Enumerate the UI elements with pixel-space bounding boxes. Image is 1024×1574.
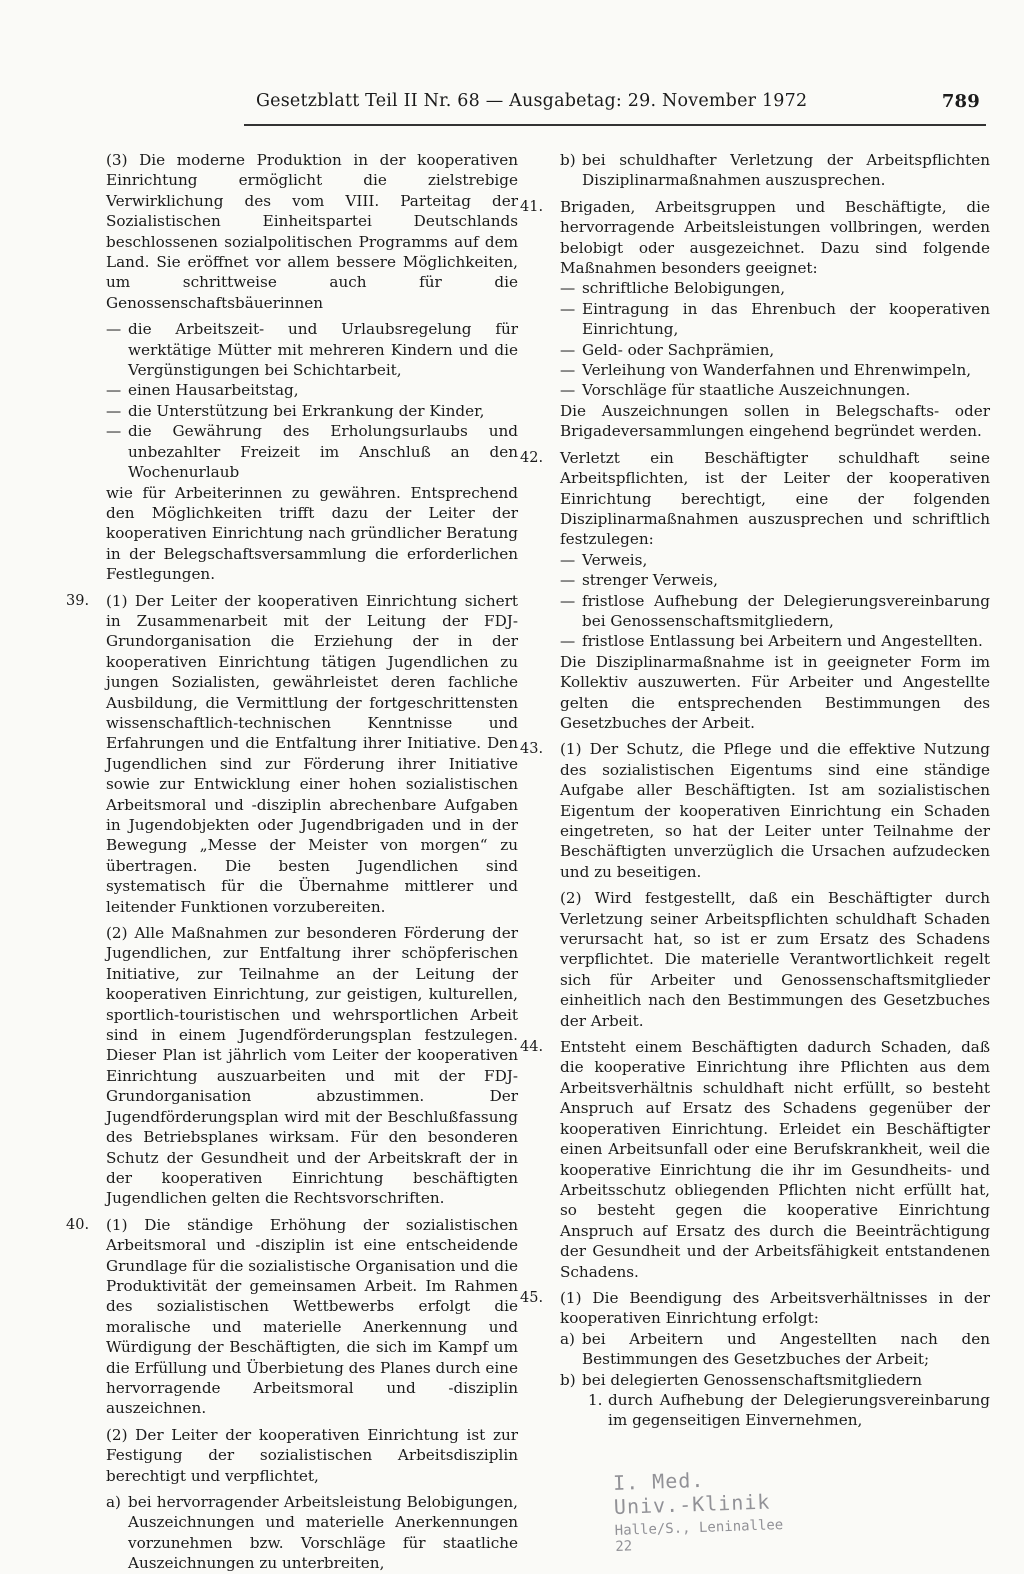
header-title: Gesetzblatt Teil II Nr. 68 — Ausgabetag: 29. November 1972 — [256, 91, 808, 111]
dash-mark: — — [560, 591, 576, 610]
list-item — [540, 1390, 990, 1431]
dash-mark: — — [106, 320, 122, 339]
list-item — [86, 401, 518, 421]
section-43 — [520, 739, 990, 882]
list-item-text: Verleihung von Wanderfahnen und Ehrenwimpeln, — [582, 361, 972, 380]
list-item-text: fristlose Aufhebung der Delegierungsvereinbarung bei Genossenschaftsmitgliedern, — [582, 591, 990, 630]
stamp-line-1: I. Med. Univ.-Klinik — [612, 1467, 771, 1519]
list-item — [540, 591, 990, 632]
list-item-text: einen Hausarbeitstag, — [128, 381, 299, 400]
section-number: 45. — [520, 1289, 544, 1306]
list-item — [540, 340, 990, 360]
paragraph-39-1: (1) Der Leiter der kooperativen Einrichtung sichert in Zusammenarbeit mit der Leitung der FDJ-Grundorganisation die Erziehung der in der kooperativen Einrichtung tätigen Jugendlichen zu jungen Sozialisten, gewährleistet deren fachliche Ausbildung, die Vermittlung der fortgeschrittensten wissenschaftlich-technischen Kenntnisse und Erfahrungen und die Entfaltung ihrer Initiative. Den Jugendlichen sind zur Förderung ihrer Initiative sowie zur Entwicklung einer hohen sozialistischen Arbeitsmoral und -disziplin abrechenbare Aufgaben in Jugendobjekten oder Jugendbrigaden und in der Bewegung „Messe der Meister von morgen“ zu übertragen. Die besten Jugendlichen sind systematisch für die Übernahme mittlerer und leitender Funktionen vorzubereiten. — [106, 591, 518, 916]
section-number: 39. — [66, 592, 90, 609]
section-45 — [520, 1288, 990, 1329]
list-item-text: fristlose Entlassung bei Arbeitern und Angestellten. — [582, 632, 983, 651]
paragraph-41: Brigaden, Arbeitsgruppen und Beschäftigte, die hervorragende Arbeitsleistungen vollbringen, werden belobigt oder ausgezeichnet. Dazu sind folgende Maßnahmen besonders geeignet: — [560, 197, 990, 278]
list-item — [540, 570, 990, 590]
list-item-text: bei hervorragender Arbeitsleistung Belobigungen, Auszeichnungen und materielle Anerkennungen vorzunehmen bzw. Vorschläge für staatliche Auszeichnungen zu unterbreiten, — [128, 1493, 518, 1573]
dash-mark: — — [560, 279, 576, 298]
list-item — [86, 319, 518, 380]
list-item — [540, 1370, 990, 1390]
paragraph-39-2: (2) Alle Maßnahmen zur besonderen Förderung der Jugendlichen, zur Entfaltung ihrer schöpferischen Initiative, zur Teilnahme an der Leitung der kooperativen Einrichtung, zur geistigen, kulturellen, sportlich-touristischen und wehrsportlichen Arbeit sind in einem Jugendförderungsplan festzulegen. Dieser Plan ist jährlich vom Leiter der kooperativen Einrichtung auszuarbeiten und mit der FDJ-Grundorganisation abzustimmen. Der Jugendförderungsplan wird mit der Beschlußfassung des Betriebsplanes wirksam. Für den besonderen Schutz der Gesundheit und der Arbeitskraft der in der kooperativen Einrichtung beschäftigten Jugendlichen gelten die Rechtsvorschriften. — [106, 924, 518, 1208]
item-letter: b) — [560, 1370, 576, 1389]
list-item-text: die Unterstützung bei Erkrankung der Kinder, — [128, 401, 485, 420]
paragraph-42-tail: Die Disziplinarmaßnahme ist in geeigneter Form im Kollektiv auszuwerten. Für Arbeiter und Angestellte gelten die entsprechenden Bestimmungen des Gesetzbuches der Arbeit. — [560, 652, 990, 732]
list-item-text: Eintragung in das Ehrenbuch der kooperativen Einrichtung, — [582, 299, 990, 339]
stamp-line-2: Halle/S., Leninallee 22 — [614, 1517, 784, 1555]
library-stamp — [612, 1465, 786, 1555]
list-item-text: Geld- oder Sachprämien, — [582, 340, 775, 359]
dash-mark: — — [560, 550, 576, 569]
section-number: 40. — [66, 1216, 90, 1233]
dash-mark: — — [560, 340, 576, 359]
list-item-text: die Arbeitszeit- und Urlaubsregelung für werktätige Mütter mit mehreren Kindern und die Vergünstigungen bei Schichtarbeit, — [128, 320, 518, 380]
list-item-text: Vorschläge für staatliche Auszeichnungen. — [582, 381, 911, 400]
left-column — [66, 150, 518, 1574]
list-item-text: schriftliche Belobigungen, — [582, 279, 786, 298]
paragraph-38-3: (3) Die moderne Produktion in der kooperativen Einrichtung ermöglicht die zielstrebige Verwirklichung des vom VIII. Parteitag der Sozialistischen Einheitspartei Deutschlands beschlossenen sozialpolitischen Programms auf dem Land. Sie eröffnet vor allem bessere Möglichkeiten, um schrittweise auch für die Genossenschaftsbäuerinnen — [106, 151, 518, 312]
section-number: 41. — [520, 198, 544, 215]
item-letter: a) — [106, 1493, 121, 1511]
header-rule — [244, 124, 986, 126]
paragraph-42: Verletzt ein Beschäftigter schuldhaft seine Arbeitspflichten, ist der Leiter der kooperativen Einrichtung berechtigt, eine der folgenden Disziplinarmaßnahmen auszusprechen und schriftlich festzulegen: — [560, 448, 990, 549]
list-item-text: die Gewährung des Erholungsurlaubs und unbezahlter Freizeit im Anschluß an den Wochenurlaub — [128, 422, 518, 482]
section-42 — [520, 448, 990, 550]
paragraph-44: Entsteht einem Beschäftigten dadurch Schaden, daß die kooperative Einrichtung ihre Pflichten aus dem Arbeitsverhältnis schuldhaft nicht erfüllt, so besteht Anspruch auf Ersatz des Schadens gegenüber der kooperativen Einrichtung. Erleidet ein Beschäftigter einen Arbeitsunfall oder eine Berufskrankheit, weil die kooperative Einrichtung die ihr im Gesundheits- und Arbeitsschutz obliegenden Pflichten nicht erfüllt hat, so besteht gegen die kooperative Einrichtung Anspruch auf Ersatz des durch die Beeinträchtigung der Gesundheit und der Arbeitsfähigkeit entstandenen Schadens. — [560, 1038, 990, 1281]
dash-mark: — — [560, 571, 576, 590]
list-item — [540, 299, 990, 340]
dash-mark: — — [560, 632, 576, 651]
list-item-text: bei schuldhafter Verletzung der Arbeitspflichten Disziplinarmaßnahmen auszusprechen. — [582, 151, 990, 190]
list-item — [540, 150, 990, 191]
dash-mark: — — [560, 361, 576, 380]
section-40 — [66, 1215, 518, 1419]
list-item-text: bei Arbeitern und Angestellten nach den Bestimmungen des Gesetzbuches der Arbeit; — [582, 1329, 990, 1369]
list-item-text: Verweis, — [582, 550, 648, 569]
dash-mark: — — [560, 299, 576, 318]
list-item — [540, 631, 990, 651]
list-item — [540, 360, 990, 380]
section-41 — [520, 197, 990, 279]
list-item-text: bei delegierten Genossenschaftsmitgliedern — [582, 1370, 923, 1389]
item-letter: a) — [560, 1329, 575, 1348]
section-number: 42. — [520, 449, 544, 466]
dash-mark: — — [106, 401, 122, 420]
paragraph-43-1: (1) Der Schutz, die Pflege und die effektive Nutzung des sozialistischen Eigentums sind eine ständige Aufgabe aller Beschäftigten. Ist am sozialistischen Eigentum der kooperativen Einrichtung ein Schaden eingetreten, so hat der Leiter unter Teilnahme der Beschäftigten unverzüglich die Ursachen aufzudecken und zu beseitigen. — [560, 740, 990, 881]
dash-mark: — — [560, 381, 576, 400]
paragraph-38-tail: wie für Arbeiterinnen zu gewähren. Entsprechend den Möglichkeiten trifft dazu der Leiter der kooperativen Einrichtung nach gründlicher Beratung in der Belegschaftsversammlung die erforderlichen Festlegungen. — [106, 483, 518, 584]
list-item — [540, 1329, 990, 1370]
section-number: 44. — [520, 1039, 544, 1056]
item-number: 1. — [588, 1390, 603, 1409]
paragraph-45-1: (1) Die Beendigung des Arbeitsverhältnisses in der kooperativen Einrichtung erfolgt: — [560, 1288, 990, 1328]
paragraph-43-2: (2) Wird festgestellt, daß ein Beschäftigter durch Verletzung seiner Arbeitspflichten schuldhaft Schaden verursacht hat, so ist er zum Ersatz des Schadens verpflichtet. Die materielle Verantwortlichkeit regelt sich für Arbeiter und Genossenschaftsmitglieder einheitlich nach den Bestimmungen des Gesetzbuches der Arbeit. — [560, 889, 990, 1030]
dash-mark: — — [106, 381, 122, 400]
list-item — [86, 380, 518, 400]
section-39 — [66, 591, 518, 918]
item-letter: b) — [560, 151, 576, 169]
list-item — [86, 421, 518, 482]
list-item — [86, 1492, 518, 1574]
list-item-text: durch Aufhebung der Delegierungsvereinbarung im gegenseitigen Einvernehmen, — [608, 1390, 990, 1430]
paragraph-40-1: (1) Die ständige Erhöhung der sozialistischen Arbeitsmoral und -disziplin ist eine entscheidende Grundlage für die sozialistische Organisation und die Produktivität der gemeinsamen Arbeit. Im Rahmen des sozialistischen Wettbewerbs erfolgt die moralische und materielle Anerkennung und Würdigung der Beschäftigten, die sich im Kampf um die Erfüllung und Überbietung des Planes durch eine hervorragende Arbeitsmoral und -disziplin auszeichnen. — [106, 1215, 518, 1418]
paragraph-41-tail: Die Auszeichnungen sollen in Belegschafts- oder Brigadeversammlungen eingehend begründet werden. — [560, 401, 990, 441]
list-item — [540, 550, 990, 570]
list-item-text: strenger Verweis, — [582, 571, 719, 590]
paragraph-40-2: (2) Der Leiter der kooperativen Einrichtung ist zur Festigung der sozialistischen Arbeitsdisziplin berechtigt und verpflichtet, — [106, 1425, 518, 1485]
right-column — [520, 150, 990, 1431]
list-item — [540, 380, 990, 400]
section-44 — [520, 1037, 990, 1282]
dash-mark: — — [106, 422, 122, 441]
section-number: 43. — [520, 741, 544, 758]
list-item — [540, 278, 990, 298]
page-number: 789 — [941, 91, 980, 112]
page-header — [250, 91, 980, 121]
